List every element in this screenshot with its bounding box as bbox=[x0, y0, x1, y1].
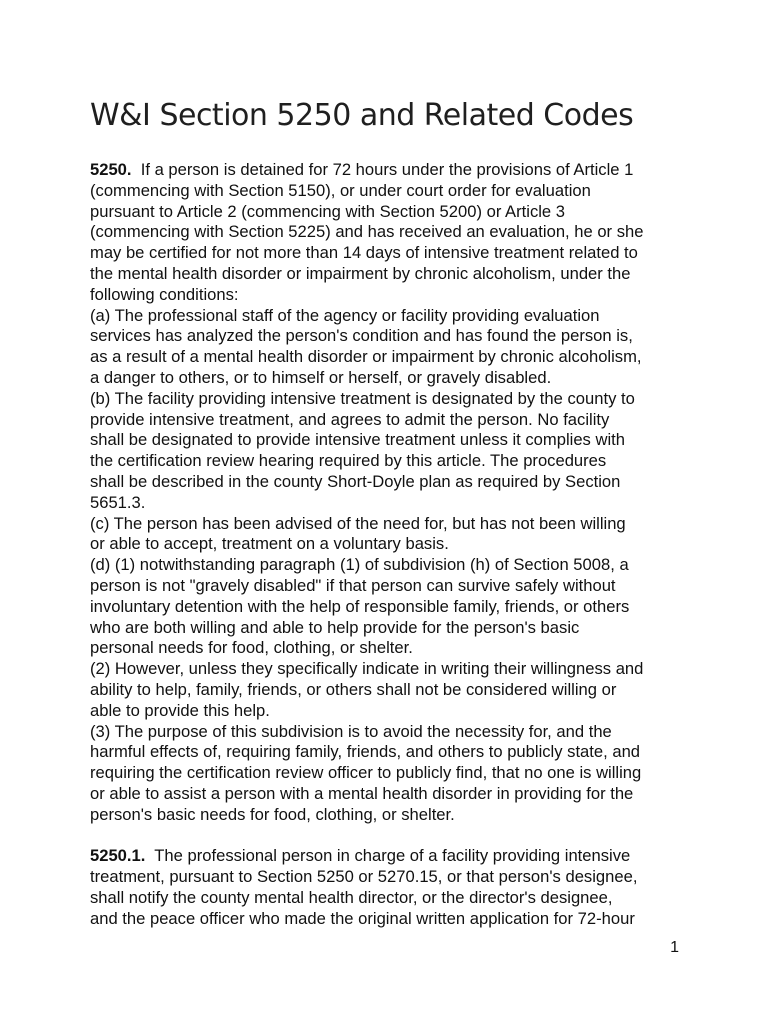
section-number: 5250. bbox=[90, 160, 132, 179]
text-line: harmful effects of, requiring family, friends, and others to publicly state, and bbox=[90, 742, 641, 762]
line-text: The professional person in charge of a facility providing intensive bbox=[145, 846, 631, 866]
text-line: the mental health disorder or impairment by chronic alcoholism, under the bbox=[90, 263, 631, 283]
text-line: shall be designated to provide intensive treatment unless it complies with bbox=[90, 430, 625, 450]
text-line: (d) (1) notwithstanding paragraph (1) of subdivision (h) of Section 5008, a bbox=[90, 555, 629, 575]
text-line: (commencing with Section 5225) and has received an evaluation, he or she bbox=[90, 222, 644, 242]
text-line: person's basic needs for food, clothing, or shelter. bbox=[90, 804, 455, 824]
text-line: (c) The person has been advised of the need for, but has not been willing bbox=[90, 513, 626, 533]
text-line: who are both willing and able to help provide for the person's basic bbox=[90, 617, 580, 637]
text-line: (b) The facility providing intensive treatment is designated by the county to bbox=[90, 388, 635, 408]
text-line: pursuant to Article 2 (commencing with Section 5200) or Article 3 bbox=[90, 201, 565, 221]
page-number: 1 bbox=[670, 939, 679, 956]
text-line: ability to help, family, friends, or others shall not be considered willing or bbox=[90, 679, 617, 699]
text-line: shall notify the county mental health director, or the director's designee, bbox=[90, 887, 613, 907]
text-line: and the peace officer who made the original written application for 72-hour bbox=[90, 908, 635, 928]
text-line: as a result of a mental health disorder or impairment by chronic alcoholism, bbox=[90, 347, 642, 367]
text-line: (a) The professional staff of the agency or facility providing evaluation bbox=[90, 305, 600, 325]
text-line: or able to assist a person with a mental health disorder in providing for the bbox=[90, 783, 634, 803]
text-line: 5651.3. bbox=[90, 492, 146, 512]
text-line: (2) However, unless they specifically indicate in writing their willingness and bbox=[90, 659, 644, 679]
text-line bbox=[90, 846, 690, 867]
text-line: involuntary detention with the help of responsible family, friends, or others bbox=[90, 596, 630, 616]
text-line: personal needs for food, clothing, or shelter. bbox=[90, 638, 413, 658]
text-line: shall be described in the county Short-Doyle plan as required by Section bbox=[90, 471, 621, 491]
section-5250 bbox=[90, 160, 690, 826]
document-body bbox=[90, 160, 690, 929]
text-line: a danger to others, or to himself or herself, or gravely disabled. bbox=[90, 367, 552, 387]
text-line: may be certified for not more than 14 days of intensive treatment related to bbox=[90, 243, 638, 263]
section-5250-1 bbox=[90, 846, 690, 929]
line-text: If a person is detained for 72 hours under the provisions of Article 1 bbox=[131, 160, 634, 179]
text-line: requiring the certification review officer to publicly find, that no one is willing bbox=[90, 763, 642, 783]
document-title: W&I Section 5250 and Related Codes bbox=[90, 98, 634, 133]
text-line: following conditions: bbox=[90, 284, 239, 304]
text-line: (3) The purpose of this subdivision is to avoid the necessity for, and the bbox=[90, 721, 612, 741]
text-line: provide intensive treatment, and agrees to admit the person. No facility bbox=[90, 409, 610, 429]
text-line bbox=[90, 160, 690, 181]
text-line: (commencing with Section 5150), or under court order for evaluation bbox=[90, 180, 591, 200]
text-line: or able to accept, treatment on a voluntary basis. bbox=[90, 534, 449, 554]
text-line: the certification review hearing required by this article. The procedures bbox=[90, 451, 607, 471]
text-line: person is not "gravely disabled" if that person can survive safely without bbox=[90, 575, 616, 595]
text-line: treatment, pursuant to Section 5250 or 5270.15, or that person's designee, bbox=[90, 867, 638, 887]
text-line: services has analyzed the person's condition and has found the person is, bbox=[90, 326, 633, 346]
section-number: 5250.1. bbox=[90, 846, 146, 866]
text-line: able to provide this help. bbox=[90, 700, 270, 720]
